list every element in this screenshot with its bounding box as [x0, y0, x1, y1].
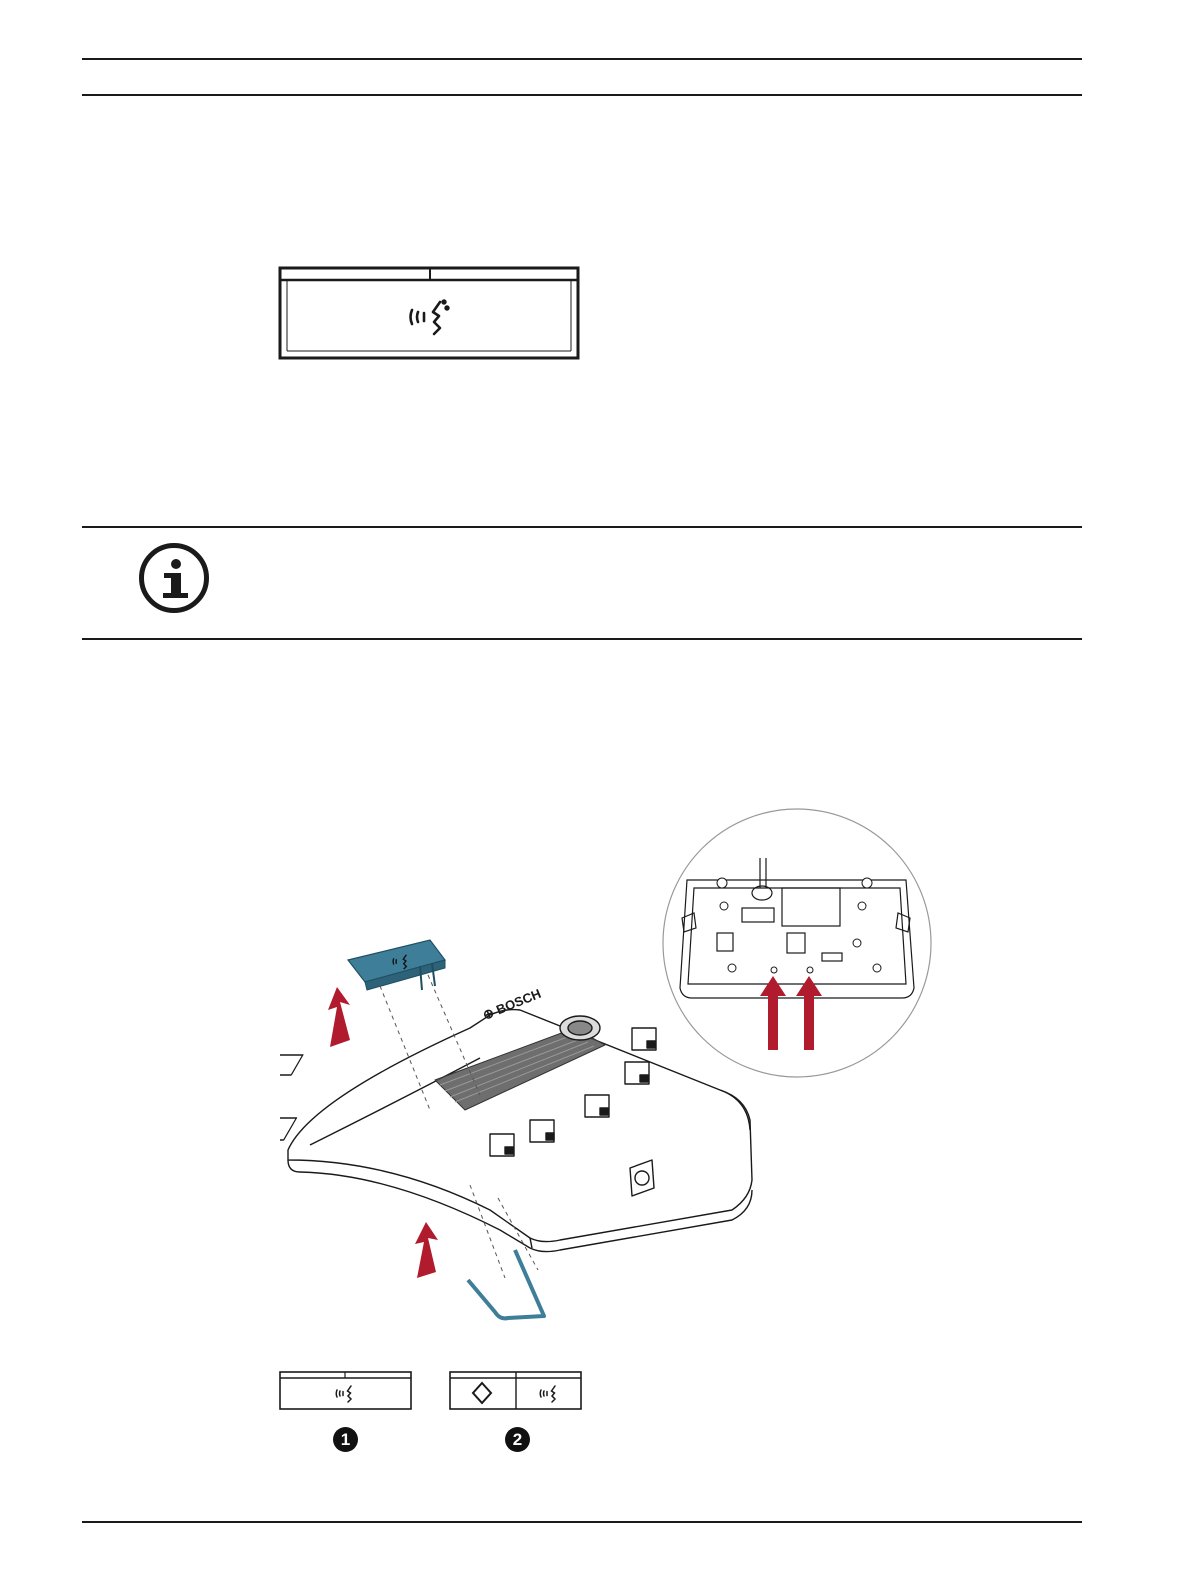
blue-button-cover	[348, 940, 445, 990]
callout-1: 1	[333, 1427, 358, 1452]
speaker-mouth-icon	[540, 1386, 555, 1402]
brand-logo: ⊕ BOSCH	[480, 985, 544, 1023]
header-rule-bottom	[82, 94, 1082, 96]
microphone-button-label-figure	[278, 266, 582, 362]
diamond-priority-icon	[473, 1383, 491, 1403]
footer-rule	[82, 1521, 1082, 1523]
speaker-mouth-icon	[411, 301, 449, 334]
speaker-mouth-icon	[336, 1386, 351, 1402]
button-label-variant-1	[279, 1371, 413, 1411]
note-rule-bottom	[82, 638, 1082, 640]
info-icon	[139, 543, 209, 613]
headphone-socket	[630, 1160, 654, 1196]
button-label-variant-2	[449, 1371, 583, 1411]
removal-tool	[468, 1250, 544, 1318]
red-arrow-icon	[328, 987, 438, 1278]
callout-2: 2	[505, 1427, 530, 1452]
note-rule-top	[82, 526, 1082, 528]
header-rule-top	[82, 58, 1082, 60]
guide-lines	[380, 975, 538, 1278]
left-control-buttons	[280, 1055, 303, 1140]
device-underside-detail	[662, 808, 932, 1078]
